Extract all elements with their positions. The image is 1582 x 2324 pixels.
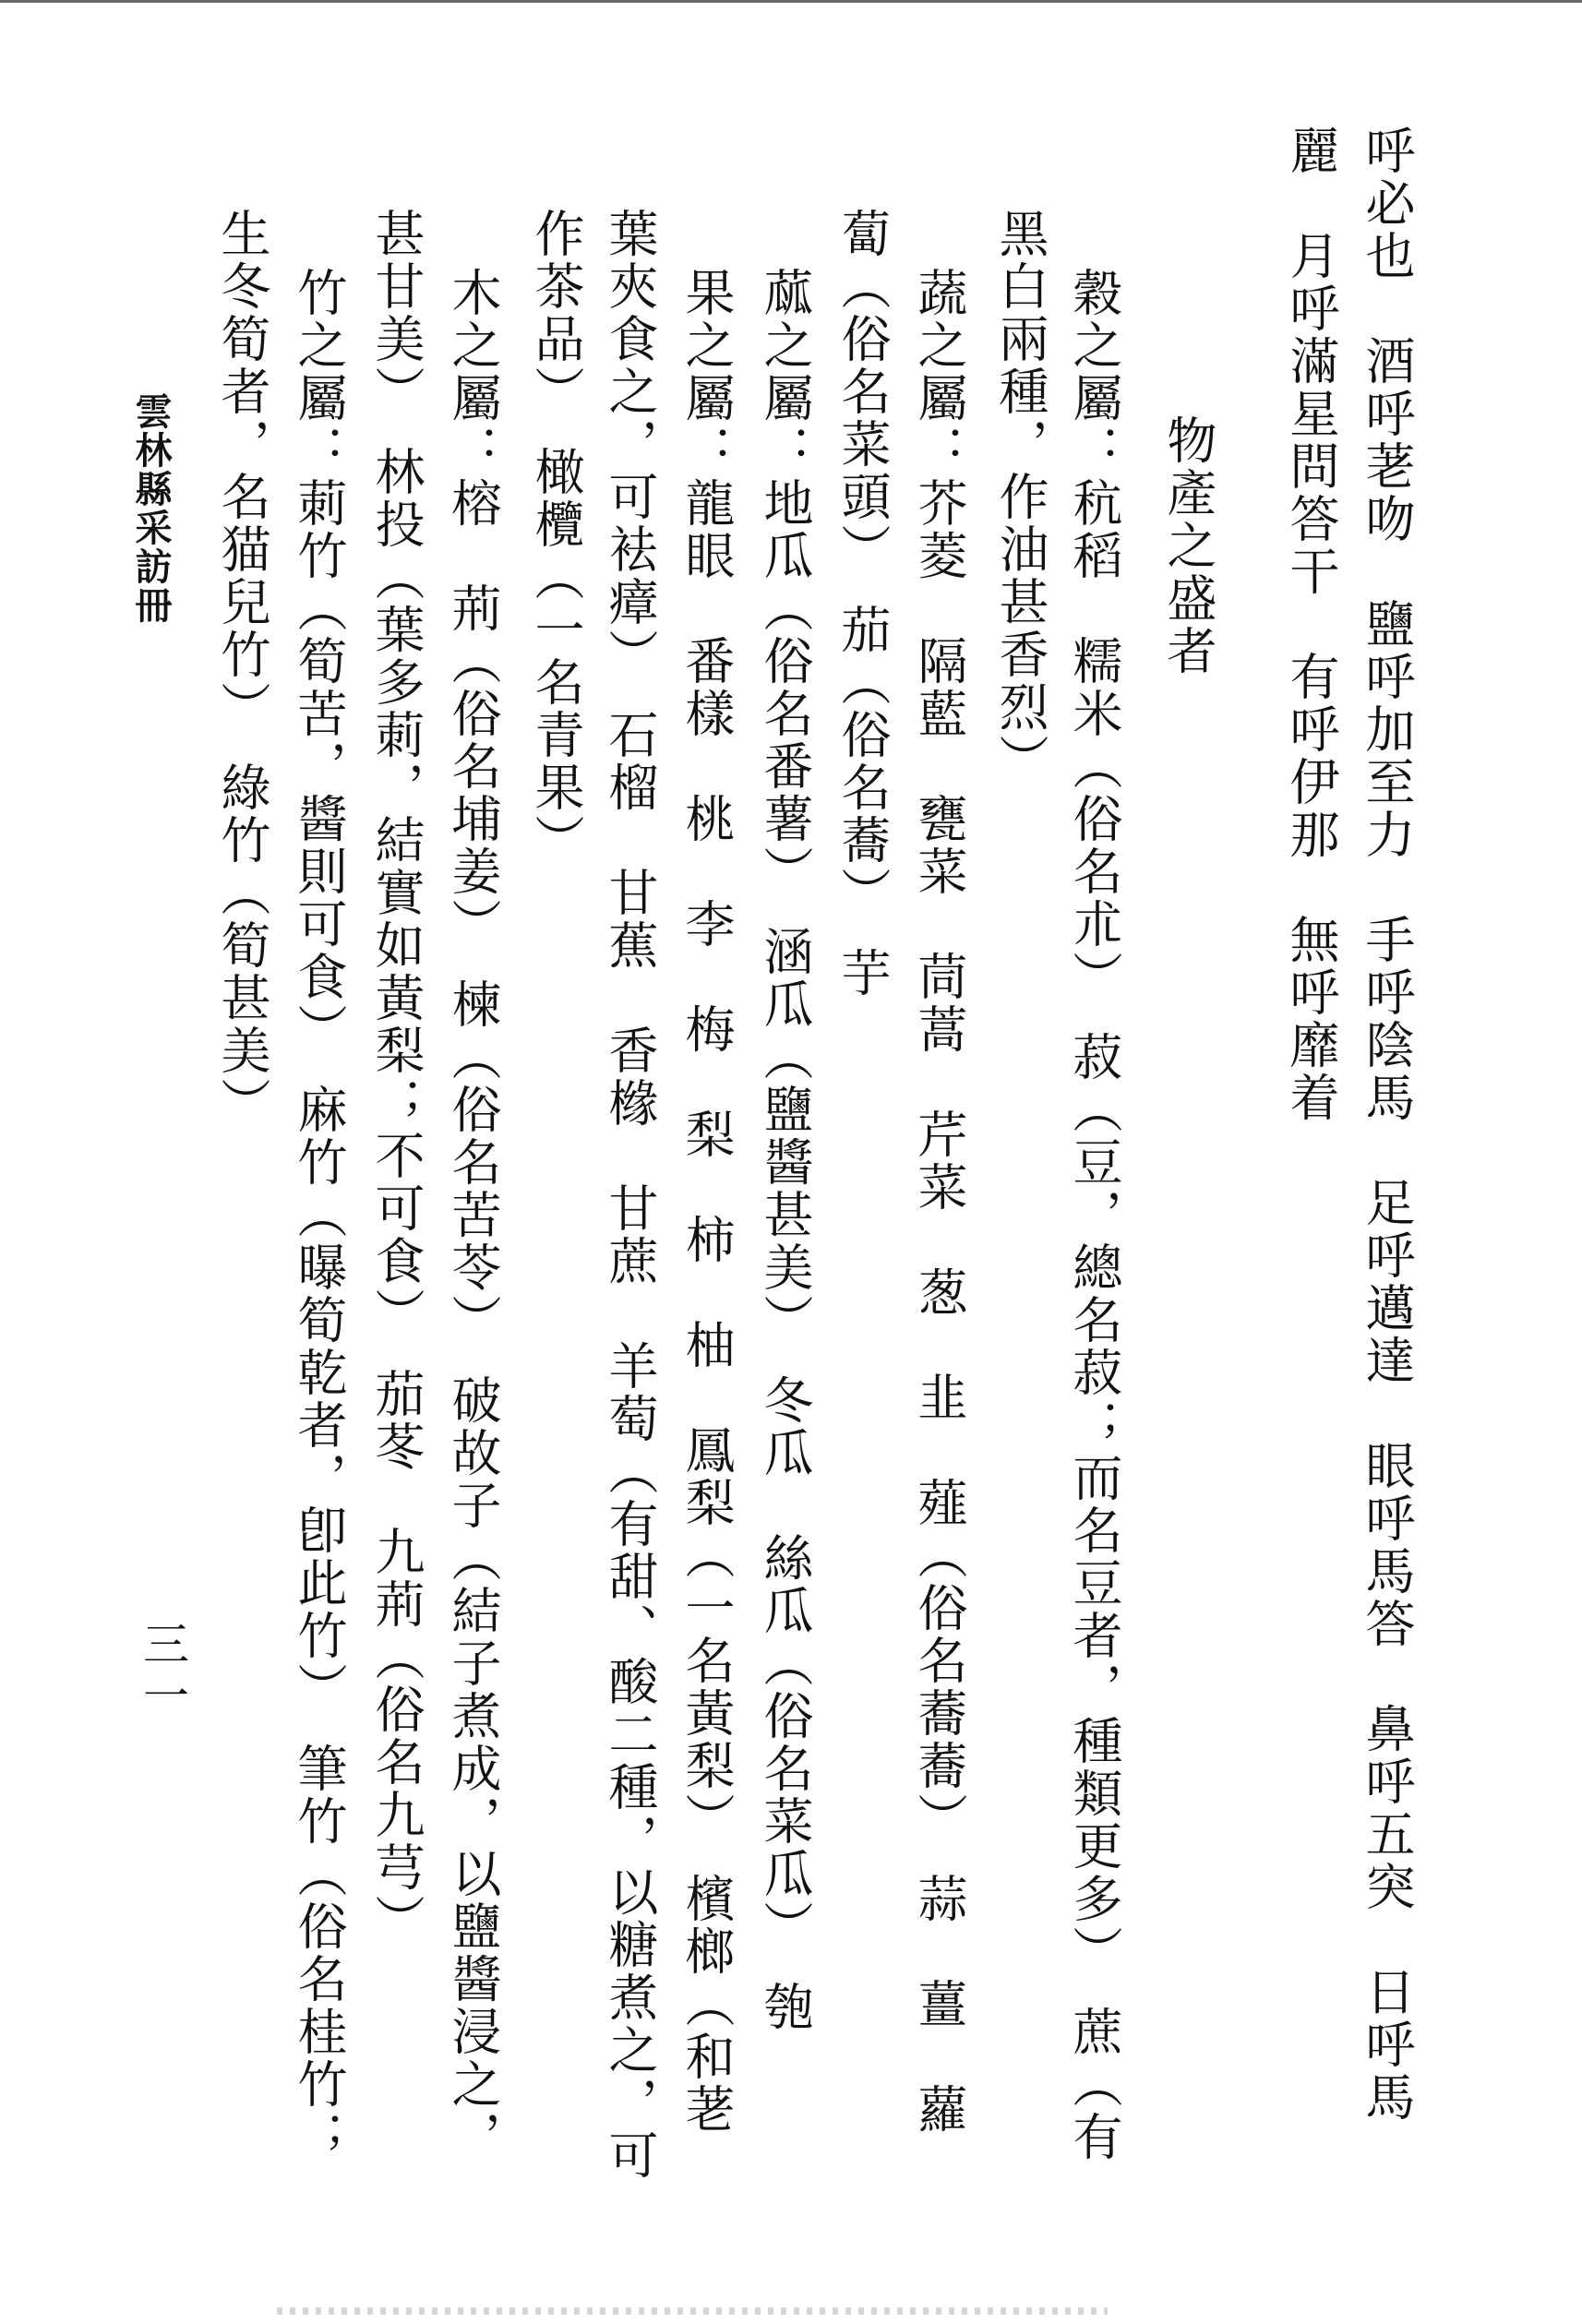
text-column-4: 穀之屬：秔稻 糯米（俗名朮） 菽（豆，總名菽；而名豆者，種類更多） 蔗（有	[1065, 214, 1123, 2163]
text-column-7: 蔔（俗名菜頭） 茄（俗名蕎） 芋	[833, 208, 892, 1000]
scan-artifact	[277, 2307, 1108, 2315]
text-column-11: 作茶品） 橄欖（一名青果）	[527, 208, 585, 867]
text-column-13: 甚甘美） 林投（葉多莿，結實如黃梨；不可食） 茄苳 九荊（俗名九芎）	[367, 208, 425, 1947]
text-column-12: 木之屬：榕 荊（俗名埔姜） 楝（俗名苦苓） 破故子（結子煮成，以鹽醬浸之，	[444, 214, 502, 2163]
text-column-3: 物產之盛者	[1159, 309, 1217, 677]
text-column-2: 麗 月呼滿星問答干 有呼伊那 無呼靡着	[1282, 125, 1340, 1124]
text-column-9: 果之屬：龍眼 番樣 桃 李 梅 梨 柿 柚 鳳梨（一名黃梨） 檳榔（和荖	[677, 214, 736, 2136]
text-column-14: 竹之屬：莿竹（筍苦，醬則可食） 麻竹（曝筍乾者，卽此竹） 筆竹（俗名桂竹；	[290, 214, 348, 2163]
text-column-15: 生冬筍者，名猫兒竹） 綠竹（筍甚美）	[213, 208, 271, 1130]
text-column-1: 呼必也 酒呼荖吻 鹽呼加至力 手呼陰馬 足呼邁達 眼呼馬答 鼻呼五突 日呼馬	[1358, 125, 1416, 2124]
text-column-5: 黑白兩種，作油甚香烈）	[991, 208, 1049, 786]
book-title-footer: 雲林縣采訪冊	[129, 392, 173, 625]
text-column-10: 葉夾食之，可袪瘴） 石榴 甘蕉 香橼 甘蔗 羊萄（有甜、酸二種，以糖煮之，可	[601, 208, 659, 2182]
text-column-8: 蓏之屬：地瓜（俗名番薯） 涵瓜（鹽醬甚美） 冬瓜 絲瓜（俗名菜瓜） 匏	[756, 214, 814, 2033]
page-number: 三一	[136, 1620, 189, 1723]
text-column-6: 蔬之屬：芥菱 隔藍 甕菜 茼蒿 芹菜 葱 韭 薤（俗名蕎蕎） 蒜 薑 蘿	[910, 214, 968, 2136]
top-border-line	[0, 0, 1582, 3]
